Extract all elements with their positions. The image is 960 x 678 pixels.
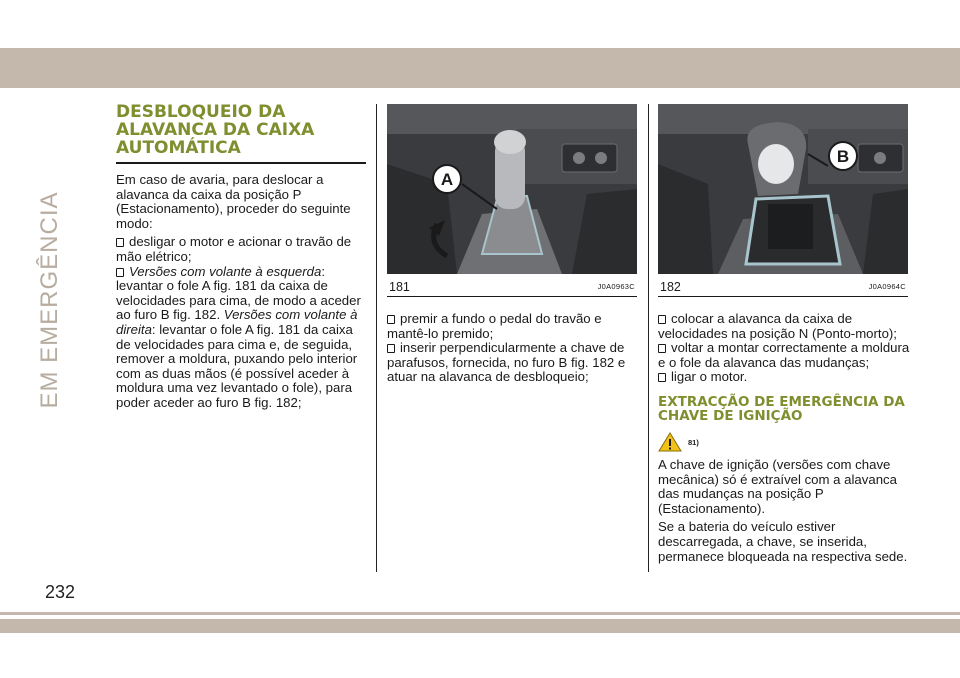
body-paragraph: A chave de ignição (versões com chave mecânica) só é extraível com a alavanca das mudanças na posição P (Estacionamento). [658,456,897,516]
step-item [116,265,366,411]
step-item [387,312,639,341]
figure-code: J0A0964C [868,282,906,291]
column-2 [387,312,639,385]
footer-band [0,619,960,633]
intro-paragraph: Em caso de avaria, para deslocar a alavanca da caixa da posição P (Estacionamento), proceder do seguinte modo: [116,172,351,231]
checkbox-bullet-icon [116,238,124,247]
step-item [116,235,366,264]
checkbox-bullet-icon [658,373,666,382]
step-text: colocar a alavanca da caixa de velocidades na posição N (Ponto-morto); [658,311,897,341]
figure-number: 181 [389,280,410,294]
step-item [658,312,910,341]
page-number: 232 [45,582,76,602]
warning-triangle-icon [658,432,682,452]
body-paragraph: Se a bateria do veículo estiver descarregada, a chave, se inserida, permanece bloqueada na respectiva sede. [658,519,908,564]
step-italic-text: Versões com volante à esquerda [129,263,322,279]
header-band [0,48,960,88]
checkbox-bullet-icon [387,344,395,353]
step-italic-text: Versões com volante à direita [116,307,358,337]
checkbox-bullet-icon [658,315,666,324]
checkbox-bullet-icon [387,315,395,324]
figure-181 [387,104,637,297]
callout-label: A [440,170,454,189]
checkbox-bullet-icon [116,268,124,277]
step-text: premir a fundo o pedal do travão e mantê-lo premido; [387,311,602,341]
step-item [658,370,910,385]
step-text: : levantar o fole A fig. 181 da caixa de velocidades para cima e, de seguida, remover a moldura, puxando pelo interior com as duas mãos (é possível aceder à moldura uma vez levantado o fole), para poder aceder ao furo B fig. 182; [116,321,358,410]
column-divider [648,104,649,572]
figure-caption [658,274,908,297]
section-title-key-extraction: EXTRACÇÃO DE EMERGÊNCIA DA CHAVE DE IGNIÇÃO [658,393,905,425]
column-1 [116,103,366,411]
step-item [387,341,639,385]
column-3 [658,312,910,568]
figure-182 [658,104,908,297]
step-text: : levantar o fole A fig. 181 da caixa de velocidades para cima, de modo a aceder ao furo B fig. 182. [116,263,361,323]
gear-lever-photo [658,104,908,274]
step-text: ligar o motor. [671,369,748,385]
footer-rule [0,612,960,615]
section-title-unlock: DESBLOQUEIO DA ALAVANCA DA CAIXA AUTOMÁTICA [116,103,366,164]
figure-caption [387,274,637,297]
callout-label: B [836,147,850,166]
warning-ref-number: 81) [688,437,699,447]
column-divider [376,104,377,572]
step-item [658,341,910,370]
step-text: inserir perpendicularmente a chave de parafusos, fornecida, no furo B fig. 182 e atuar na alavanca de desbloqueio; [387,340,626,385]
checkbox-bullet-icon [658,344,666,353]
figure-number: 182 [660,280,681,294]
warning-reference [658,432,910,452]
step-text: voltar a montar correctamente a moldura e o fole da alavanca das mudanças; [658,340,910,370]
chapter-side-label: EM EMERGÊNCIA [36,191,63,409]
gear-lever-photo [387,104,637,274]
figure-code: J0A0963C [597,282,635,291]
step-text: desligar o motor e acionar o travão de mão elétrico; [116,234,352,264]
